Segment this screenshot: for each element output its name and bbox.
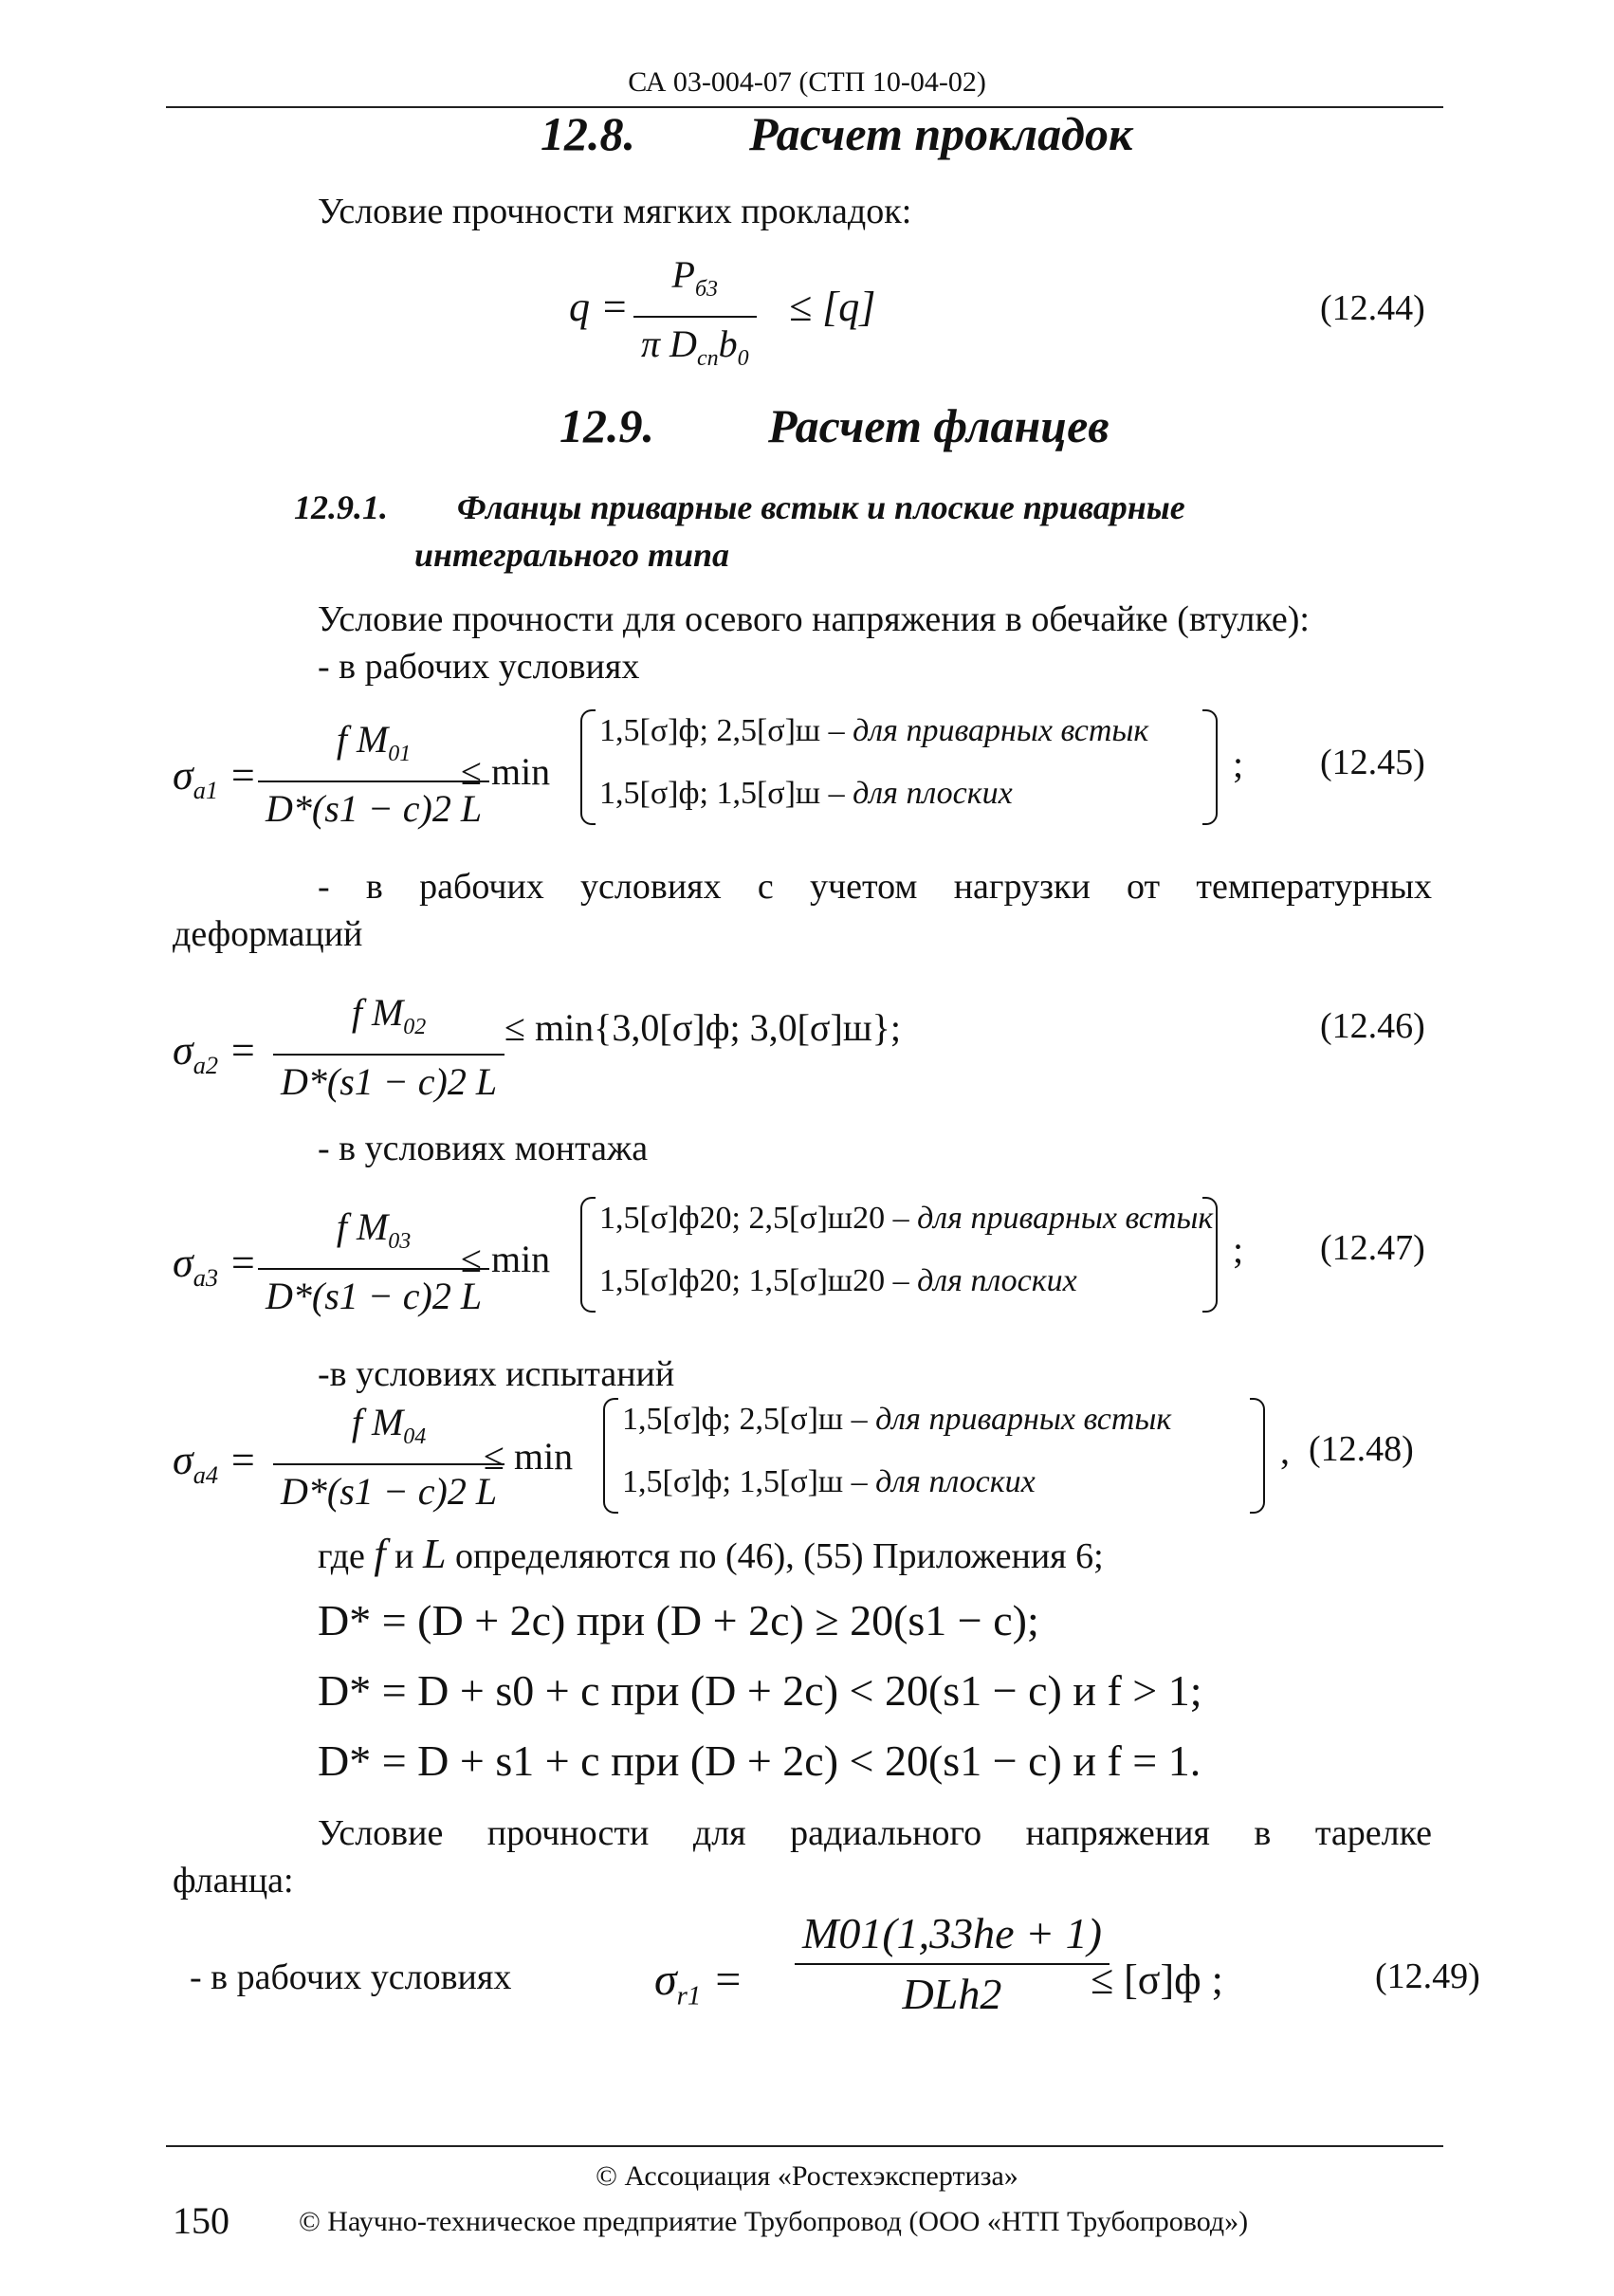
- where-line: где f и L определяются по (46), (55) Приложения 6;: [318, 1531, 1104, 1577]
- axial-intro: Условие прочности для осевого напряжения в обечайке (втулке):: [318, 599, 1310, 639]
- eq-12-46-numerator: f $M_{02}$: [351, 991, 427, 1039]
- section-number-12-9: 12.9.: [559, 399, 654, 452]
- d-star-formula-3: D* = D + s1 + c при (D + 2c) < 20(s1 − c) и f = 1.: [318, 1736, 1201, 1785]
- eq-12-47-left-brace: [580, 1197, 596, 1313]
- footer-association: © Ассоциация «Ростехэкспертиза»: [596, 2160, 1018, 2192]
- subsection-number: 12.9.1.: [294, 488, 388, 526]
- radial-intro-line1: Условие прочности для радиального напряжения в тарелке: [318, 1813, 1432, 1853]
- d-star-formula-2: D* = D + s0 + c при (D + 2c) < 20(s1 − c) и f > 1;: [318, 1666, 1202, 1715]
- eq-12-49-numerator: M01(1,33he + 1): [802, 1909, 1102, 1957]
- eq-12-45-option-2: 1,5[σ]ф; 1,5[σ]ш – для плоских: [599, 776, 1013, 811]
- cond-test: -в условиях испытаний: [318, 1354, 675, 1394]
- eq-12-48-denominator: D*(s1 − c)2 L: [281, 1470, 498, 1513]
- radial-intro-line2: фланца:: [173, 1861, 294, 1901]
- eq-12-47-lhs: $\sigma_{a3}$ =: [173, 1240, 257, 1292]
- cond-working-radial: - в рабочих условиях: [190, 1957, 512, 1997]
- eq-12-46-lhs: $\sigma_{a2}$ =: [173, 1027, 257, 1079]
- eq-12-47-tail: ;: [1233, 1228, 1244, 1271]
- eq-12-48-left-brace: [603, 1398, 618, 1514]
- eq-12-44-rhs: ≤ [q]: [789, 284, 876, 330]
- eq-12-47-right-brace: [1202, 1197, 1218, 1313]
- subsection-title-line2: интегрального типа: [414, 536, 730, 574]
- eq-12-45-numerator: f $M_{01}$: [336, 718, 412, 766]
- cond-mount: - в условиях монтажа: [318, 1129, 649, 1168]
- eq-12-46-number: (12.46): [1320, 1006, 1425, 1046]
- eq-12-46-denominator: D*(s1 − c)2 L: [281, 1060, 498, 1103]
- eq-12-48-numerator: f $M_{04}$: [351, 1401, 427, 1449]
- footer-company: © Научно-техническое предприятие Трубопровод (ООО «НТП Трубопровод»): [299, 2206, 1249, 2237]
- eq-12-45-right-brace: [1202, 709, 1218, 825]
- eq-12-44-fraction: [633, 248, 757, 385]
- eq-12-45-denominator: D*(s1 − c)2 L: [266, 787, 483, 830]
- eq-12-47-option-1: 1,5[σ]ф20; 2,5[σ]ш20 – для приварных встык: [599, 1201, 1214, 1236]
- eq-12-46-fraction: [273, 986, 504, 1109]
- gasket-intro: Условие прочности мягких прокладок:: [318, 192, 912, 231]
- eq-12-48-min: ≤ min: [484, 1435, 574, 1478]
- footer-rule: [166, 2145, 1443, 2147]
- eq-12-46-rhs: ≤ min{3,0[σ]ф; 3,0[σ]ш};: [504, 1006, 901, 1049]
- eq-12-48-right-brace: [1250, 1398, 1265, 1514]
- eq-12-49-fraction: [795, 1904, 1110, 2024]
- document-code: СА 03-004-07 (СТП 10-04-02): [628, 66, 986, 98]
- eq-12-45-lhs: $\sigma_{a1}$ =: [173, 752, 257, 804]
- eq-12-47-number: (12.47): [1320, 1228, 1425, 1268]
- eq-12-45-fraction: [258, 713, 489, 836]
- eq-12-47-fraction: [258, 1201, 489, 1323]
- eq-12-48-number: (12.48): [1309, 1429, 1414, 1469]
- subsection-title-line1: Фланцы приварные встык и плоские приварные: [457, 488, 1185, 526]
- eq-12-47-option-2: 1,5[σ]ф20; 1,5[σ]ш20 – для плоских: [599, 1263, 1077, 1298]
- page-number: 150: [173, 2199, 229, 2242]
- eq-12-47-denominator: D*(s1 − c)2 L: [266, 1275, 483, 1317]
- eq-12-48-option-2: 1,5[σ]ф; 1,5[σ]ш – для плоских: [622, 1464, 1036, 1499]
- eq-12-45-option-1: 1,5[σ]ф; 2,5[σ]ш – для приварных встык: [599, 713, 1149, 748]
- eq-12-45-tail: ;: [1233, 743, 1244, 785]
- cond-working-1: - в рабочих условиях: [318, 647, 640, 687]
- eq-12-47-numerator: f $M_{03}$: [336, 1205, 412, 1254]
- eq-12-49-denominator: DLh2: [902, 1970, 1002, 2018]
- eq-12-49-lhs: $\sigma_{r1}$ =: [654, 1955, 743, 2011]
- cond-temp-line1: - в рабочих условиях с учетом нагрузки от температурных: [318, 867, 1432, 907]
- eq-12-48-tail: ,: [1280, 1429, 1290, 1472]
- eq-12-48-lhs: $\sigma_{a4}$ =: [173, 1437, 257, 1489]
- eq-12-44-numerator: $P_{б3}$: [671, 253, 719, 302]
- eq-12-47-min: ≤ min: [461, 1238, 551, 1280]
- eq-12-44-denominator: π $D_{сп}b_0$: [641, 322, 749, 371]
- eq-12-44-lhs: q =: [569, 284, 629, 330]
- section-number-12-8: 12.8.: [541, 107, 635, 160]
- eq-12-49-number: (12.49): [1375, 1956, 1480, 1996]
- section-title-12-9: Расчет фланцев: [768, 399, 1110, 452]
- eq-12-49-rhs: ≤ [σ]ф ;: [1091, 1956, 1223, 2003]
- cond-temp-line2: деформаций: [173, 914, 363, 954]
- eq-12-45-left-brace: [580, 709, 596, 825]
- eq-12-48-fraction: [273, 1396, 504, 1518]
- eq-12-48-option-1: 1,5[σ]ф; 2,5[σ]ш – для приварных встык: [622, 1402, 1172, 1437]
- d-star-formula-1: D* = (D + 2c) при (D + 2c) ≥ 20(s1 − c);: [318, 1596, 1039, 1644]
- section-title-12-8: Расчет прокладок: [749, 107, 1133, 160]
- eq-12-45-min: ≤ min: [461, 750, 551, 793]
- eq-12-45-number: (12.45): [1320, 743, 1425, 782]
- eq-12-44-number: (12.44): [1320, 288, 1425, 328]
